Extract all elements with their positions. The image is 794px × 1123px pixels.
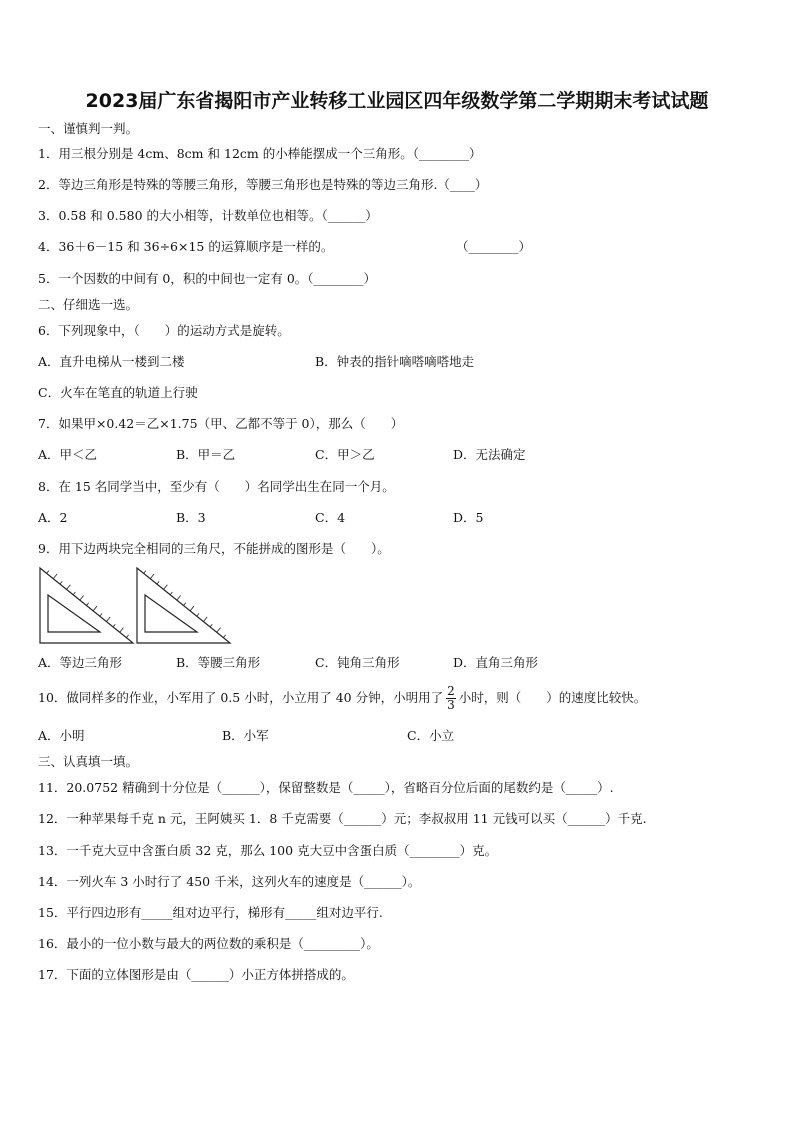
- question-9-option-b: B．等腰三角形: [176, 655, 261, 670]
- ruler-tick: [223, 635, 225, 638]
- question-10-option-a: A．小明: [38, 728, 85, 743]
- question-15: 15．平行四边形有_____组对边平行，梯形有_____组对边平行.: [38, 905, 383, 920]
- ruler-tick: [157, 581, 159, 584]
- ruler-tick: [177, 595, 181, 600]
- question-3: 3．0.58 和 0.580 的大小相等，计数单位也相等。（______）: [38, 208, 378, 223]
- fraction-two-thirds: [446, 685, 456, 712]
- question-7-option-a: A．甲＜乙: [38, 447, 98, 462]
- question-14: 14．一列火车 3 小时行了 450 千米，这列火车的速度是（______）。: [38, 874, 421, 889]
- set-square-2-inner: [145, 595, 197, 632]
- ruler-tick: [197, 613, 199, 616]
- ruler-tick: [100, 613, 102, 616]
- question-8-option-b: B．3: [176, 510, 206, 525]
- question-6-option-b: B．钟表的指针嘀嗒嘀嗒地走: [315, 354, 475, 369]
- question-9-option-c: C．钝角三角形: [315, 655, 400, 670]
- ruler-tick: [184, 603, 186, 606]
- ruler-tick: [126, 635, 128, 638]
- ruler-tick: [217, 628, 221, 633]
- question-12: 12．一种苹果每千克 n 元，王阿姨买 1．8 千克需要（______）元；李叔叔用 11 元钱可以买（______）千克.: [38, 811, 647, 826]
- question-4: 4．36＋6－15 和 36÷6×15 的运算顺序是一样的。: [38, 239, 334, 254]
- section-1-heading: 一、谨慎判一判。: [38, 121, 139, 136]
- ruler-tick: [93, 606, 97, 611]
- page-title: 2023届广东省揭阳市产业转移工业园区四年级数学第二学期期末考试试题: [85, 90, 709, 112]
- question-6-option-c: C．火车在笔直的轨道上行驶: [38, 385, 198, 400]
- question-7-option-d: D．无法确定: [453, 447, 526, 462]
- question-17: 17．下面的立体图形是由（______）小正方体拼搭成的。: [38, 967, 354, 982]
- question-6-option-a: A．直升电梯从一楼到二楼: [38, 354, 185, 369]
- question-11: 11．20.0752 精确到十分位是（______），保留整数是（_____），省略百分位后面的尾数约是（_____）.: [38, 780, 614, 795]
- ruler-tick: [150, 574, 154, 579]
- ruler-tick: [106, 617, 110, 622]
- ruler-tick: [120, 628, 124, 633]
- question-1: 1．用三根分别是 4cm、8cm 和 12cm 的小棒能摆成一个三角形。（________）: [38, 146, 482, 161]
- set-square-figure: [38, 566, 238, 650]
- ruler-tick: [203, 617, 207, 622]
- ruler-tick: [170, 592, 172, 595]
- ruler-tick: [47, 571, 49, 574]
- fraction-denominator: 3: [447, 698, 455, 712]
- section-2-heading: 二、仔细选一选。: [38, 297, 139, 312]
- section-3-heading: 三、认真填一填。: [38, 754, 139, 769]
- ruler-tick: [190, 606, 194, 611]
- question-4-blank: （________）: [456, 239, 532, 254]
- question-8: 8．在 15 名同学当中，至少有（ ）名同学出生在同一个月。: [38, 479, 395, 494]
- question-2: 2．等边三角形是特殊的等腰三角形，等腰三角形也是特殊的等边三角形.（____）: [38, 177, 488, 192]
- ruler-tick: [73, 592, 75, 595]
- question-5: 5．一个因数的中间有 0，积的中间也一定有 0。（________）: [38, 271, 377, 286]
- question-9: 9．用下边两块完全相同的三角尺，不能拼成的图形是（ ）。: [38, 541, 390, 556]
- question-10-option-c: C．小立: [407, 728, 455, 743]
- set-square-1-inner: [48, 595, 100, 632]
- ruler-tick: [144, 571, 146, 574]
- ruler-tick: [113, 624, 115, 627]
- question-7: 7．如果甲×0.42＝乙×1.75（甲、乙都不等于 0），那么（ ）: [38, 416, 404, 431]
- question-7-option-c: C．甲＞乙: [315, 447, 375, 462]
- question-10-option-b: B．小军: [222, 728, 269, 743]
- question-13: 13．一千克大豆中含蛋白质 32 克，那么 100 克大豆中含蛋白质（________）克。: [38, 843, 498, 858]
- question-16: 16．最小的一位小数与最大的两位数的乘积是（_________）。: [38, 936, 379, 951]
- ruler-tick: [210, 624, 212, 627]
- ruler-tick: [67, 585, 71, 590]
- question-10: [38, 683, 646, 713]
- question-8-option-a: A．2: [38, 510, 68, 525]
- question-9-option-a: A．等边三角形: [38, 655, 123, 670]
- question-9-option-d: D．直角三角形: [453, 655, 539, 670]
- question-7-option-b: B．甲＝乙: [176, 447, 236, 462]
- triangle-rulers-icon: [38, 566, 238, 646]
- ruler-tick: [80, 595, 84, 600]
- ruler-tick: [60, 581, 62, 584]
- question-10-text-end: 小时，则（ ）的速度比较快。: [458, 690, 647, 705]
- question-6: 6．下列现象中，（ ）的运动方式是旋转。: [38, 323, 290, 338]
- fraction-numerator: 2: [447, 684, 455, 698]
- question-8-option-d: D．5: [453, 510, 484, 525]
- question-8-option-c: C．4: [315, 510, 346, 525]
- ruler-tick: [164, 585, 168, 590]
- ruler-tick: [87, 603, 89, 606]
- question-10-text-start: 10．做同样多的作业，小军用了 0.5 小时，小立用了 40 分钟，小明用了: [38, 690, 444, 705]
- ruler-tick: [53, 574, 57, 579]
